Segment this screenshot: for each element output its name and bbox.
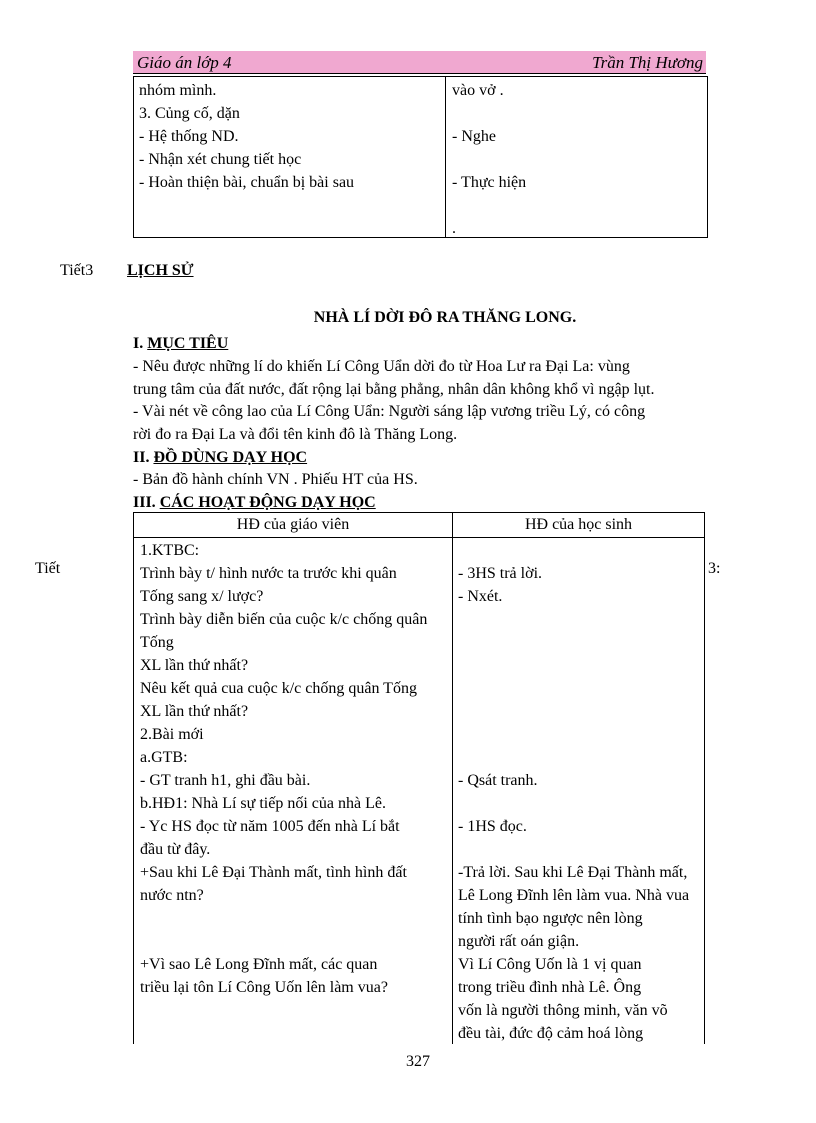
student-line: - 3HS trả lời.	[458, 565, 543, 582]
section-number: III.	[133, 494, 160, 511]
student-line: tính tình bạo ngược nên lòng	[458, 910, 643, 927]
section-number: II.	[133, 449, 154, 466]
teacher-line: XL lần thứ nhất?	[140, 657, 249, 674]
student-line	[458, 792, 703, 815]
student-line: vốn là người thông minh, văn võ	[458, 1002, 668, 1019]
teacher-line: a.GTB:	[140, 749, 188, 766]
teacher-line: 2.Bài mới	[140, 726, 204, 743]
paragraph-line: - Bản đồ hành chính VN . Phiếu HT của HS.	[133, 471, 418, 488]
student-line: - Nxét.	[458, 588, 503, 605]
teacher-line: Trình bày t/ hình nước ta trước khi quân	[140, 565, 397, 582]
table-cell: - Hoàn thiện bài, chuẩn bị bài sau	[139, 174, 355, 191]
table-cell: - Hệ thống ND.	[139, 128, 239, 145]
student-line: -Trả lời. Sau khi Lê Đại Thành mất,	[458, 864, 688, 881]
page-header	[133, 51, 706, 73]
section-number: I.	[133, 335, 148, 352]
teacher-line: - Yc HS đọc từ năm 1005 đến nhà Lí bắt	[140, 818, 400, 835]
paragraph-line: - Vài nét về công lao của Lí Công Uẩn: Người sáng lập vương triều Lý, có công	[133, 403, 646, 420]
table-cell: - Thực hiện	[452, 174, 527, 191]
section-heading-activities	[133, 491, 376, 514]
student-line	[458, 631, 703, 654]
student-column	[458, 562, 703, 1045]
teacher-line: Nêu kết quả cua cuộc k/c chống quân Tống	[140, 680, 417, 697]
student-line	[458, 700, 703, 723]
teacher-line: đầu từ đây.	[140, 841, 211, 858]
header-rule	[133, 73, 706, 74]
teacher-line: Trình bày diễn biến của cuộc k/c chống quân	[140, 611, 428, 628]
column-divider	[452, 513, 453, 1044]
table-cell: - Nghe	[452, 128, 496, 145]
header-class: Giáo án lớp 4	[137, 53, 232, 72]
student-line: - Qsát tranh.	[458, 772, 538, 789]
teacher-line: Tống	[140, 634, 174, 651]
section-heading-objectives	[133, 332, 228, 355]
table-cell: .	[452, 220, 456, 237]
teacher-line: nước ntn?	[140, 887, 204, 904]
student-line	[458, 746, 703, 769]
column-header-teacher: HĐ của giáo viên	[236, 516, 350, 533]
student-line	[458, 723, 703, 746]
paragraph-line: rời đo ra Đại La và đổi tên kinh đô là Thăng Long.	[133, 426, 458, 443]
teacher-line: - GT tranh h1, ghi đầu bài.	[140, 772, 311, 789]
section-title: ĐỒ DÙNG DẠY HỌC	[153, 449, 308, 466]
section-heading-materials	[133, 446, 307, 469]
teacher-line	[140, 907, 452, 930]
page-number: 327	[406, 1053, 430, 1070]
student-line: Vì Lí Công Uốn là 1 vị quan	[458, 956, 642, 973]
student-line: đều tài, đức độ cảm hoá lòng	[458, 1025, 644, 1042]
teacher-line: +Vì sao Lê Long Đĩnh mất, các quan	[140, 956, 378, 973]
table-cell: - Nhận xét chung tiết học	[139, 151, 302, 168]
side-label-right: 3:	[708, 560, 721, 577]
continuation-table	[133, 76, 708, 238]
lesson-title: NHÀ LÍ DỜI ĐÔ RA THĂNG LONG.	[313, 309, 577, 326]
lesson-label: Tiết3	[60, 262, 94, 279]
teacher-column	[140, 539, 452, 999]
student-line: người rất oán giận.	[458, 933, 580, 950]
paragraph-line: trung tâm của đất nước, đất rộng lại bằng phẳng, nhân dân không khổ vì ngập lụt.	[133, 381, 655, 398]
section-title: CÁC HOẠT ĐỘNG DẠY HỌC	[159, 494, 376, 511]
lesson-subject: LỊCH SỬ	[127, 262, 194, 279]
student-line	[458, 654, 703, 677]
student-line: Lê Long Đĩnh lên làm vua. Nhà vua	[458, 887, 690, 904]
header-author: Trần Thị Hương	[592, 53, 703, 72]
section-title: MỤC TIÊU	[147, 335, 229, 352]
activities-table	[133, 512, 705, 1044]
table-cell: vào vở .	[452, 82, 504, 99]
teacher-line: b.HĐ1: Nhà Lí sự tiếp nối của nhà Lê.	[140, 795, 386, 812]
student-line: - 1HS đọc.	[458, 818, 527, 835]
student-line	[458, 608, 703, 631]
teacher-line: +Sau khi Lê Đại Thành mất, tình hình đất	[140, 864, 407, 881]
student-line	[458, 838, 703, 861]
teacher-line: 1.KTBC:	[140, 542, 200, 559]
student-line: trong triều đình nhà Lê. Ông	[458, 979, 642, 996]
table-cell: 3. Củng cố, dặn	[139, 105, 240, 122]
column-header-student: HĐ của học sinh	[524, 516, 633, 533]
side-label-left: Tiết	[35, 560, 61, 577]
teacher-line: triều lại tôn Lí Công Uốn lên làm vua?	[140, 979, 388, 996]
column-divider	[445, 77, 446, 237]
teacher-line: XL lần thứ nhất?	[140, 703, 249, 720]
student-line	[458, 677, 703, 700]
table-cell: nhóm mình.	[139, 82, 217, 99]
header-row-divider	[134, 537, 704, 538]
teacher-line: Tống sang x/ lược?	[140, 588, 264, 605]
teacher-line	[140, 930, 452, 953]
paragraph-line: - Nêu được những lí do khiến Lí Công Uẩn dời đo từ Hoa Lư ra Đại La: vùng	[133, 358, 630, 375]
